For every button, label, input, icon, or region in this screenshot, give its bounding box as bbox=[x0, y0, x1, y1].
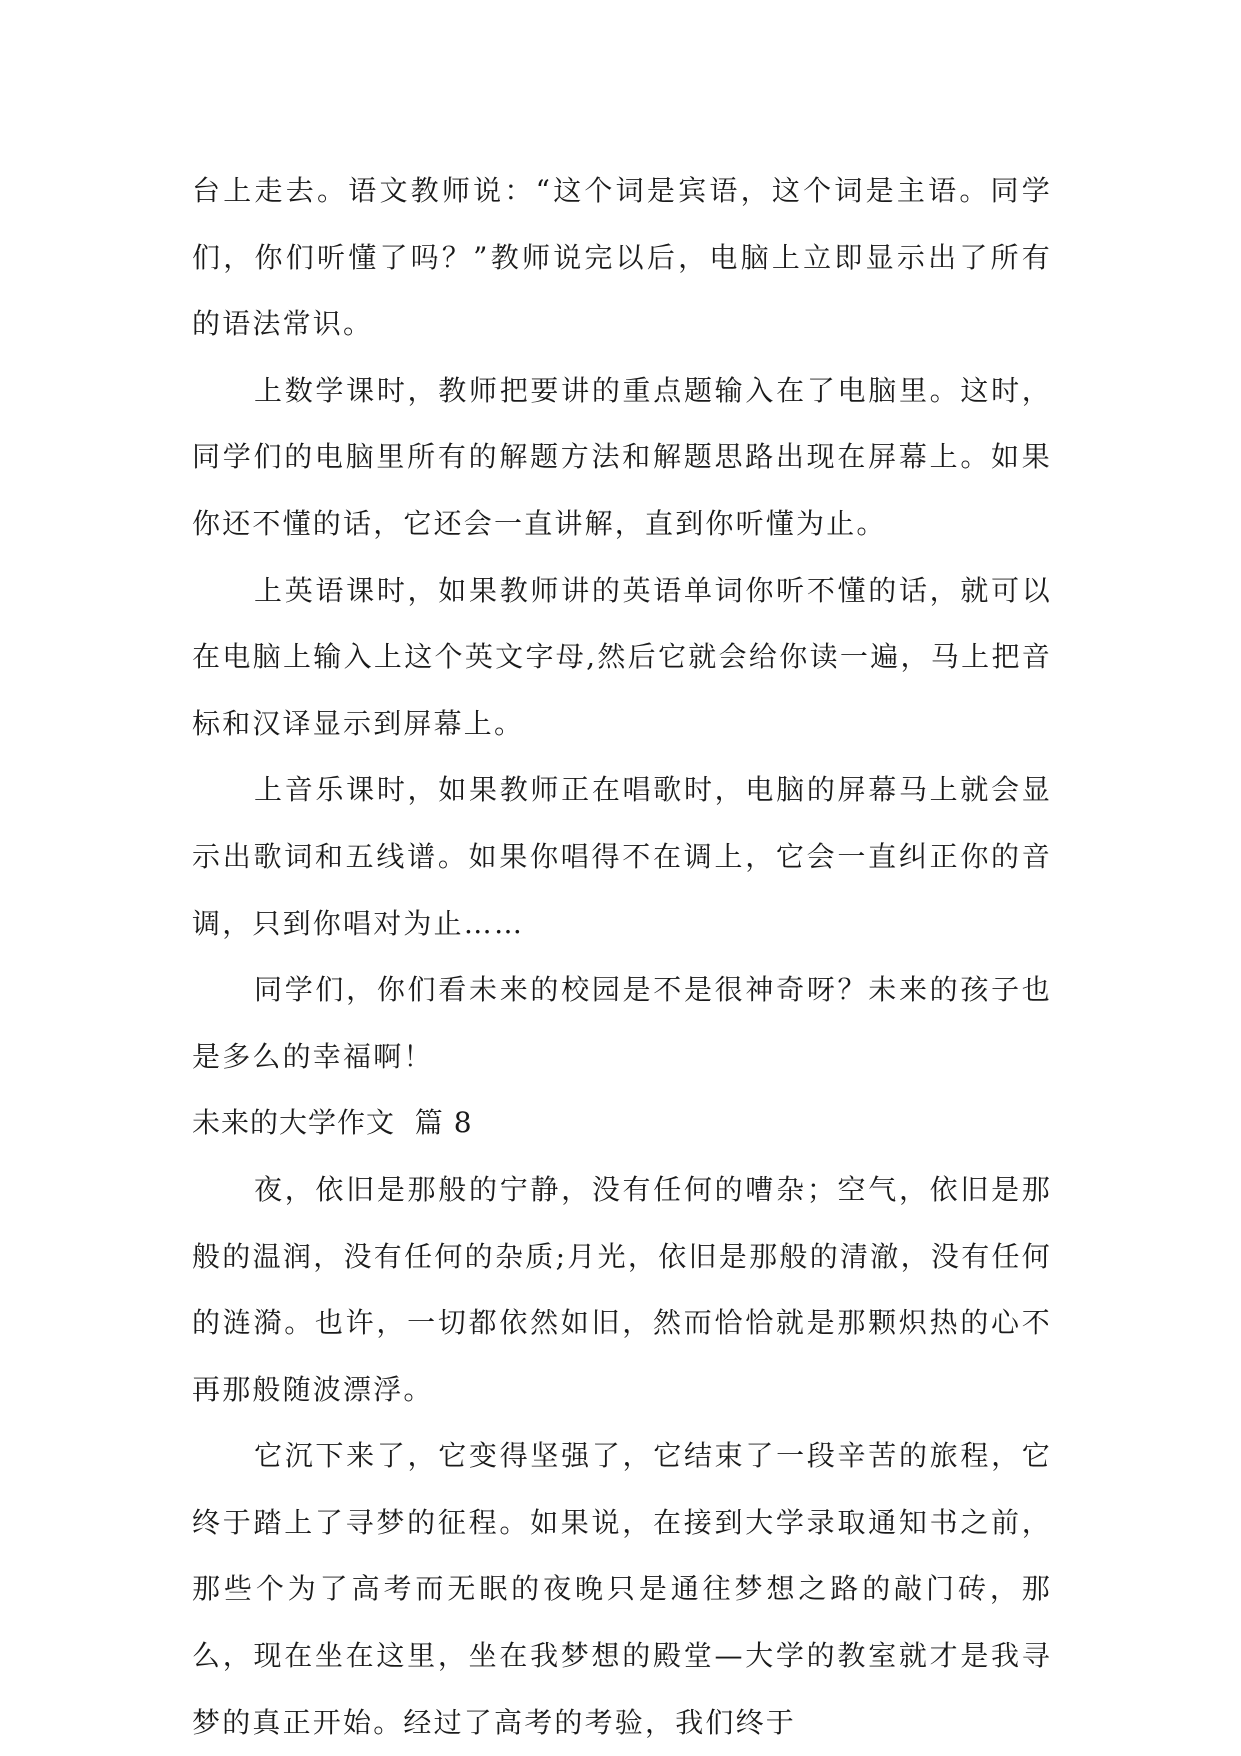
document-body bbox=[192, 158, 1052, 1756]
paragraph-continuation: 台上走去。语文教师说：“这个词是宾语，这个词是主语。同学们，你们听懂了吗？”教师说完以后，电脑上立即显示出了所有的语法常识。 bbox=[192, 174, 1052, 341]
paragraph-night: 夜，依旧是那般的宁静，没有任何的嘈杂；空气，依旧是那般的温润，没有任何的杂质;月光，依旧是那般的清澈，没有任何的涟漪。也许，一切都依然如旧，然而恰恰就是那颗炽热的心不再那般随波漂浮。 bbox=[192, 1172, 1052, 1406]
paragraph-math-class: 上数学课时，教师把要讲的重点题输入在了电脑里。这时，同学们的电脑里所有的解题方法和解题思路出现在屏幕上。如果你还不懂的话，它还会一直讲解，直到你听懂为止。 bbox=[192, 373, 1052, 540]
paragraph-conclusion: 同学们，你们看未来的校园是不是很神奇呀？未来的孩子也是多么的幸福啊！ bbox=[192, 973, 1052, 1073]
paragraph-dream-journey: 它沉下来了，它变得坚强了，它结束了一段辛苦的旅程，它终于踏上了寻梦的征程。如果说，在接到大学录取通知书之前，那些个为了高考而无眠的夜晚只是通往梦想之路的敲门砖，那么，现在坐在这里，坐在我梦想的殿堂—大学的教室就才是我寻梦的真正开始。经过了高考的考验，我们终于 bbox=[192, 1439, 1052, 1739]
paragraph-music-class: 上音乐课时，如果教师正在唱歌时，电脑的屏幕马上就会显示出歌词和五线谱。如果你唱得不在调上，它会一直纠正你的音调，只到你唱对为止…… bbox=[192, 773, 1052, 940]
section-heading: 未来的大学作文 篇 8 bbox=[192, 1106, 473, 1140]
paragraph-english-class: 上英语课时，如果教师讲的英语单词你听不懂的话，就可以在电脑上输入上这个英文字母,然后它就会给你读一遍，马上把音标和汉译显示到屏幕上。 bbox=[192, 573, 1052, 740]
